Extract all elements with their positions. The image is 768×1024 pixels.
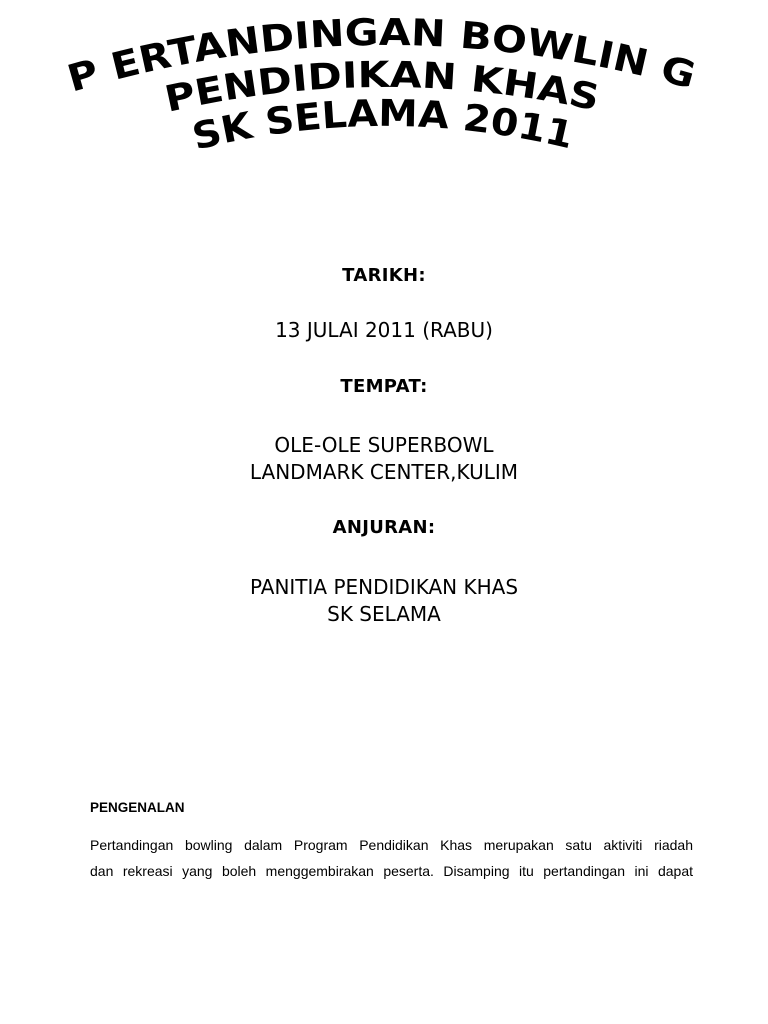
intro-line-2: dan rekreasi yang boleh menggembirakan peserta. Disamping itu pertandingan ini dapat: [90, 863, 693, 879]
intro-paragraph: [90, 832, 693, 884]
title-line-1: P ERTANDINGAN BOWLIN G: [62, 10, 697, 101]
venue-heading: TEMPAT:: [340, 376, 428, 397]
intro-heading: PENGENALAN: [90, 800, 185, 815]
wordart-title: [0, 0, 768, 175]
date-heading: TARIKH:: [342, 265, 426, 286]
organizer-line-1: PANITIA PENDIDIKAN KHAS: [249, 575, 519, 599]
intro-line-1: Pertandingan bowling dalam Program Pendidikan Khas merupakan satu aktiviti riadah: [90, 837, 693, 853]
title-line-3: SK SELAMA 2011: [188, 91, 576, 159]
title-line-2: PENDIDIKAN KHAS: [161, 54, 600, 121]
venue-line-2: LANDMARK CENTER,KULIM: [249, 460, 519, 484]
organizer-line-2: SK SELAMA: [327, 602, 441, 626]
organizer-heading: ANJURAN:: [332, 517, 436, 538]
venue-line-1: OLE-OLE SUPERBOWL: [274, 433, 494, 457]
date-value: 13 JULAI 2011 (RABU): [275, 318, 493, 342]
